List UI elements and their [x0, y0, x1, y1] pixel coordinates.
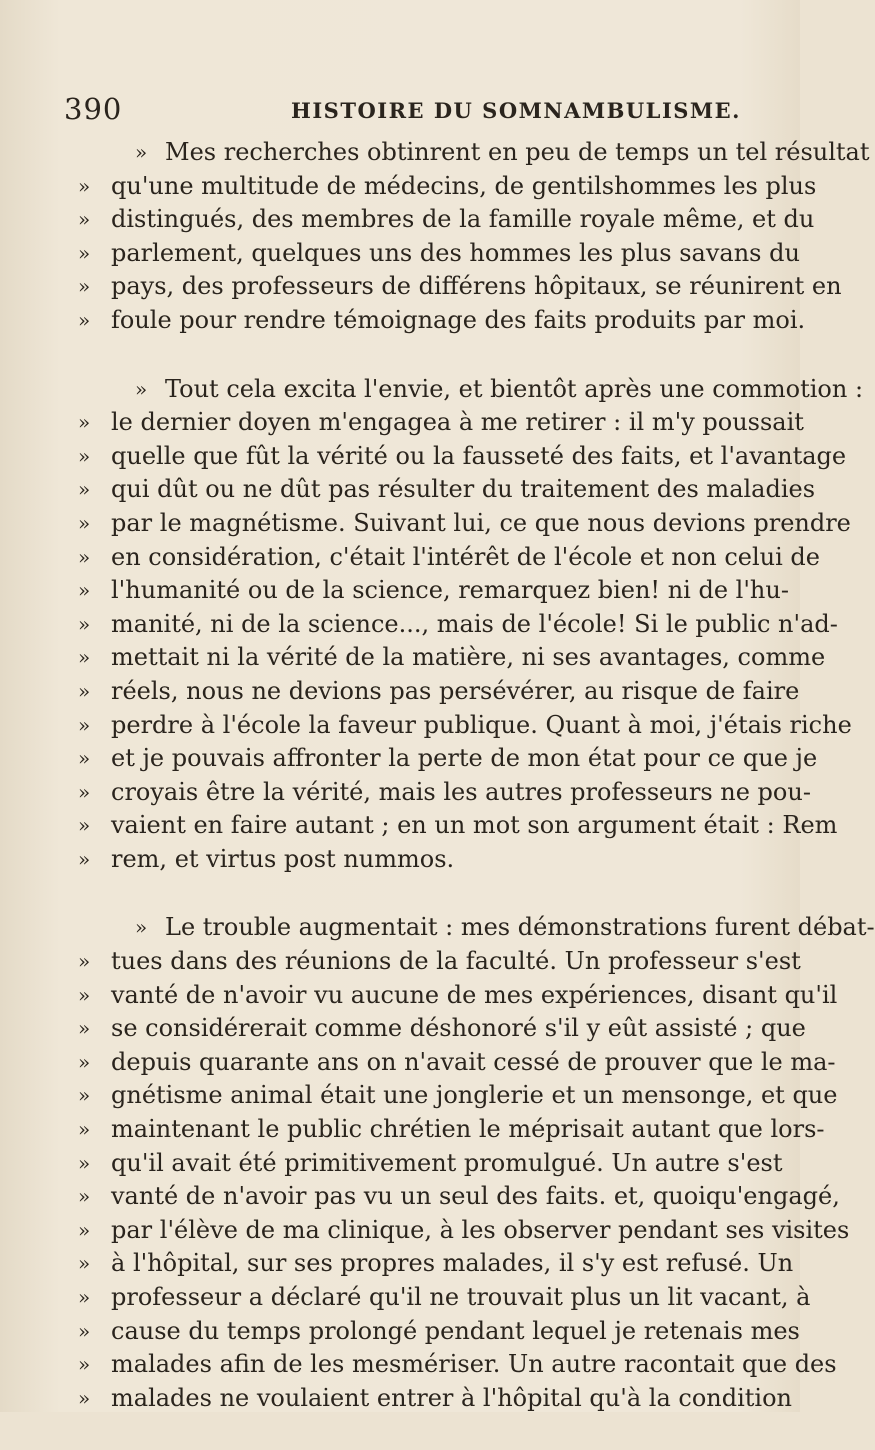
quote-mark: » [78, 746, 91, 771]
text-line [78, 203, 815, 237]
quote-mark: » [78, 712, 91, 737]
quote-mark: » [78, 949, 91, 974]
quote-mark: » [78, 1217, 91, 1242]
quote-mark: » [78, 1016, 91, 1041]
line-text: vaient en faire autant ; en un mot son argument était : Rem [111, 811, 838, 840]
line-text: malades afin de les mesmériser. Un autre racontait que des [111, 1350, 837, 1379]
text-line [78, 742, 818, 776]
body-text [78, 136, 875, 1450]
quote-mark: » [78, 443, 91, 468]
text-line [78, 170, 817, 204]
line-text: le dernier doyen m'engagea à me retirer : il m'y poussait [111, 408, 804, 437]
quote-mark: » [78, 846, 91, 871]
text-line [78, 776, 811, 810]
quote-mark: » [78, 1184, 91, 1209]
text-line [78, 237, 800, 271]
quote-mark: » [78, 173, 91, 198]
text-line [78, 1079, 838, 1113]
quote-mark: » [78, 813, 91, 838]
line-text: par le magnétisme. Suivant lui, ce que nous devions prendre [111, 508, 851, 537]
line-text: vanté de n'avoir vu aucune de mes expériences, disant qu'il [111, 980, 838, 1009]
text-line [78, 1281, 811, 1315]
quote-mark: » [78, 645, 91, 670]
text-line [78, 1315, 800, 1349]
line-text: foule pour rendre témoignage des faits produits par moi. [111, 305, 806, 334]
quote-mark: » [78, 1318, 91, 1343]
text-line: » Mes recherches obtinrent en peu de temps un tel résultat [78, 136, 748, 170]
line-text: vanté de n'avoir pas vu un seul des faits. et, quoiqu'engagé, [111, 1182, 840, 1211]
quote-mark: » [78, 611, 91, 636]
line-text: par l'élève de ma clinique, à les observer pendant ses visites [111, 1215, 850, 1244]
text-line [78, 1348, 837, 1382]
text-line [78, 1214, 850, 1248]
text-line [78, 809, 838, 843]
line-text: en considération, c'était l'intérêt de l'école et non celui de [111, 542, 820, 571]
text-line: » Tout cela excita l'envie, et bientôt après une commotion : [78, 373, 748, 407]
page-number: 390 [64, 92, 123, 126]
text-line [78, 709, 852, 743]
line-text: qu'il avait été primitivement promulgué. Un autre s'est [111, 1148, 783, 1177]
quote-mark: » [78, 1251, 91, 1276]
text-line [78, 1113, 825, 1147]
quote-mark: » [78, 510, 91, 535]
text-line [78, 406, 804, 440]
line-text: pays, des professeurs de différens hôpitaux, se réunirent en [111, 272, 842, 301]
line-text: qu'une multitude de médecins, de gentilshommes les plus [111, 171, 817, 200]
line-text: croyais être la vérité, mais les autres professeurs ne pou- [111, 777, 811, 806]
text-line [78, 641, 826, 675]
line-text: quelle que fût la vérité ou la fausseté des faits, et l'avantage [111, 441, 847, 470]
text-line [78, 304, 806, 338]
line-text: depuis quarante ans on n'avait cessé de prouver que le ma- [111, 1047, 836, 1076]
quote-mark: » [78, 1150, 91, 1175]
line-text: réels, nous ne devions pas persévérer, au risque de faire [111, 676, 800, 705]
line-text: maintenant le public chrétien le méprisait autant que lors- [111, 1115, 825, 1144]
line-text: malades ne voulaient entrer à l'hôpital qu'à la condition [111, 1383, 792, 1412]
line-text: professeur a déclaré qu'il ne trouvait plus un lit vacant, à [111, 1283, 811, 1311]
line-text: parlement, quelques uns des hommes les plus savans du [111, 238, 800, 267]
text-line [78, 574, 789, 608]
text-line [78, 843, 748, 877]
line-text: Le trouble augmentait : mes démonstrations furent débat- [165, 913, 875, 942]
quote-mark: » [78, 779, 91, 804]
line-text: manité, ni de la science..., mais de l'école! Si le public n'ad- [111, 609, 838, 638]
text-line [78, 608, 838, 642]
line-text: rem, et virtus post nummos. [111, 844, 455, 873]
text-line [78, 1046, 836, 1080]
line-text: perdre à l'école la faveur publique. Quant à moi, j'étais riche [111, 710, 852, 739]
text-line [78, 1012, 806, 1046]
page-header [64, 92, 764, 132]
quote-mark: » [78, 477, 91, 502]
quote-mark: » [78, 1385, 91, 1410]
quote-mark: » [78, 678, 91, 703]
quote-mark: » [78, 544, 91, 569]
line-text: et je pouvais affronter la perte de mon état pour ce que je [111, 744, 818, 773]
text-line [78, 979, 838, 1013]
text-line [78, 541, 820, 575]
quote-mark: » [78, 1352, 91, 1377]
quote-mark: » [78, 982, 91, 1007]
text-line [78, 945, 801, 979]
quote-mark: » [78, 1285, 91, 1309]
line-text: se considérerait comme déshonoré s'il y eût assisté ; que [111, 1014, 806, 1043]
running-title: HISTOIRE DU SOMNAMBULISME. [291, 98, 741, 123]
quote-mark: » [78, 240, 91, 265]
text-line [78, 440, 847, 474]
quote-mark: » [78, 1117, 91, 1142]
line-text: l'humanité ou de la science, remarquez bien! ni de l'hu- [111, 576, 789, 605]
quote-mark: » [78, 578, 91, 603]
quote-mark: » [78, 1083, 91, 1108]
text-line: » Le trouble augmentait : mes démonstrations furent débat- [78, 911, 748, 945]
line-text: Mes recherches obtinrent en peu de temps un tel résultat [165, 138, 870, 166]
line-text: mettait ni la vérité de la matière, ni ses avantages, comme [111, 643, 826, 672]
line-text: tues dans des réunions de la faculté. Un professeur s'est [111, 947, 801, 976]
text-line [78, 270, 842, 304]
line-text: cause du temps prolongé pendant lequel je retenais mes [111, 1316, 800, 1345]
quote-mark: » [78, 307, 91, 332]
text-line [78, 473, 816, 507]
quote-mark: » [78, 410, 91, 435]
paragraph [78, 373, 864, 877]
text-line [78, 507, 851, 541]
paragraph [78, 136, 870, 338]
line-text: Tout cela excita l'envie, et bientôt après une commotion : [165, 374, 864, 403]
line-text: qui dût ou ne dût pas résulter du traitement des maladies [111, 475, 816, 504]
text-line [78, 1247, 794, 1281]
line-text: gnétisme animal était une jonglerie et un mensonge, et que [111, 1081, 838, 1110]
line-text: à l'hôpital, sur ses propres malades, il s'y est refusé. Un [111, 1249, 794, 1278]
text-line [78, 1147, 783, 1181]
quote-mark: » [78, 207, 91, 232]
paragraph [78, 911, 875, 1415]
quote-mark: » [78, 274, 91, 299]
text-line [78, 675, 800, 709]
text-line [78, 1382, 792, 1416]
line-text: distingués, des membres de la famille royale même, et du [111, 205, 815, 234]
quote-mark: » [78, 1049, 91, 1074]
text-line [78, 1180, 840, 1214]
